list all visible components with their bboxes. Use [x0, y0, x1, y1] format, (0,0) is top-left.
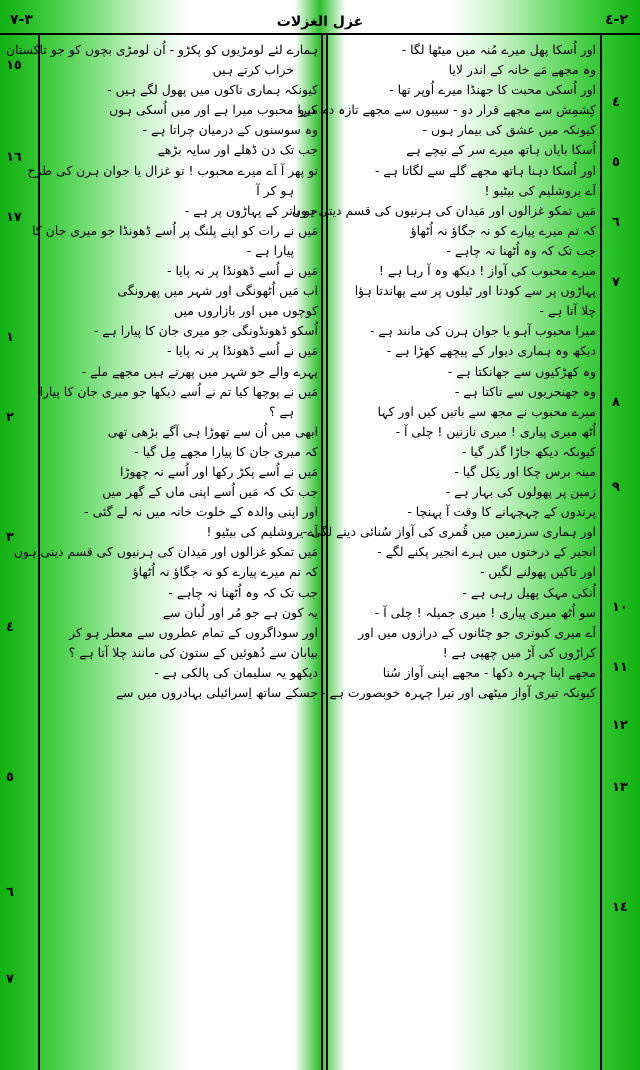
verse-number: ١٧	[6, 210, 22, 225]
verse-line: اور اپنی والدہ کے خلوت خانہ میں نہ لے گئی -	[84, 504, 318, 520]
verse-line: چلا آتا ہے -	[539, 303, 596, 319]
verse-line: وہ جھنجریوں سے تاکتا ہے -	[454, 383, 596, 399]
verse-line: مَیں نے اُسے پکڑ رکھا اور اُسے نہ چھوڑا	[119, 463, 318, 479]
verse-line: اور ہماری سرزمین میں قُمری کی آواز سُنائی دینے لگی -	[302, 524, 596, 540]
verse-line: مجھے اپنا چہرہ دکھا - مجھے اپنی آواز سُنا	[382, 664, 596, 680]
verse-line: پرندوں کے چہچہانے کا وقت آ پہنچا -	[407, 504, 596, 520]
verse-line: ابھی میں اُن سے تھوڑا ہی آگے بڑھی تھی	[107, 423, 318, 439]
verse-line: بیابان سے دُھوئیں کے ستون کی مانند چلا آتا ہے ؟	[68, 644, 318, 660]
verse-line: مینہ برس چکا اور نِکل گیا -	[454, 463, 596, 479]
verse-line: پہرے والے جو شہر میں پھرتے ہیں مجھے ملے -	[81, 363, 318, 379]
verse-number: ٧	[612, 275, 620, 290]
verse-line: اور اُسکا پھل میرے مُنہ میں میٹھا لگا -	[401, 42, 596, 57]
verse-number: ٩	[612, 480, 620, 495]
verse-number: ٥	[612, 155, 620, 170]
verse-number: ٥	[6, 770, 14, 785]
verse-line: میرے محبوب نے مجھ سے باتیں کیں اور کہا	[377, 403, 596, 419]
verse-line: اَے یروشلیم کی بیٹیو !	[206, 524, 318, 540]
page-header	[0, 0, 640, 34]
verse-number: ٣	[6, 530, 14, 545]
verse-line: کہ میری جان کا پیارا مجھے مِل گیا -	[134, 443, 318, 459]
verse-number: ٢	[6, 410, 14, 425]
center-rule-left	[321, 33, 323, 1070]
verse-line: جب تک دن ڈھلے اور سایہ بڑھے	[157, 142, 318, 158]
verse-line: اَے یروشلیم کی بیٹیو !	[484, 182, 596, 198]
verse-line: میرا محبوب میرا ہے اور میں اُسکی ہوں	[109, 102, 318, 118]
verse-number: ١٣	[612, 780, 628, 795]
verse-number: ١	[6, 330, 14, 345]
verse-line: تو پھر آ اَے میرے محبوب ! تو غزال یا جوان ہرن کی طرح	[27, 162, 318, 178]
verse-number: ١٠	[612, 600, 628, 615]
header-rule	[0, 33, 640, 35]
right-margin-rule	[600, 33, 602, 1070]
verse-line: جو باتر کے پہاڑوں پر ہے -	[184, 202, 318, 218]
verse-number: ٨	[612, 395, 620, 410]
verse-line: خراب کرتے ہیں	[212, 62, 294, 78]
verse-line: یہ کون ہے جو مُر اور لُبان سے	[162, 604, 318, 620]
verse-line: دیکھو یہ سلیمان کی پالکی ہے -	[154, 664, 318, 680]
verse-line: زمین پر پھولوں کی بہار ہے -	[445, 484, 596, 500]
verse-line: سو اُٹھ میری پیاری ! میری جمیلہ ! چلی آ -	[374, 604, 596, 620]
verse-number: ١٦	[6, 150, 22, 165]
verse-number: ١٤	[612, 900, 628, 915]
verse-line: کوچوں میں اور بازاروں میں	[174, 303, 318, 319]
verse-line: مَیں نے پوچھا کیا تم نے اُسے دیکھا جو میری جان کا پیارا	[39, 383, 318, 399]
verse-line: کیونکہ میں عشق کی بیمار ہوں -	[422, 122, 596, 138]
verse-line: اب مَیں اُٹھونگی اور شہر میں پھرونگی	[117, 283, 318, 299]
verse-line: جسکے ساتھ اِسرائیلی بہادروں میں سے	[115, 685, 318, 700]
verse-line: اُنکی مہک پھیل رہی ہے -	[462, 584, 596, 600]
verse-line: کیونکہ ہماری تاکوں میں پھول لگے ہیں -	[107, 82, 318, 98]
verse-line: وہ کھڑکیوں سے جھانکتا ہے -	[447, 363, 596, 379]
verse-line: میرے محبوب کی آواز ! دیکھ وہ آ رہا ہے !	[378, 263, 596, 279]
verse-line: وہ مجھے مَے خانہ کے اندر لایا	[448, 62, 596, 78]
verse-line: ہو کر آ	[256, 182, 294, 198]
verse-line: میرا محبوب آہو یا جوان ہرن کی مانند ہے -	[370, 323, 596, 339]
verse-line: کہ تم میرے پیارے کو نہ جگاؤ نہ اُٹھاؤ	[132, 564, 318, 580]
verse-line: مَیں نے اُسے ڈھونڈا پر نہ پایا -	[167, 263, 318, 279]
verse-line: جب تک کہ وہ اُٹھنا نہ چاہے -	[168, 584, 318, 600]
verse-line: کہ تم میرے پیارے کو نہ جگاؤ نہ اُٹھاؤ	[410, 222, 596, 238]
verse-line: اور تاکیں پھولنے لگیں -	[479, 564, 596, 580]
page-title: غزل الغزلات	[276, 14, 364, 30]
verse-number: ٧	[6, 972, 14, 987]
verse-line: اور اُسکی محبت کا جھنڈا میرے اُوپر تھا -	[389, 82, 596, 98]
verse-line: جب تک کہ مَیں اُسے اپنی ماں کے گھر میں	[102, 484, 318, 500]
verse-number: ٤	[612, 95, 620, 110]
verse-line: جب تک کہ وہ اُٹھنا نہ چاہے -	[446, 242, 596, 258]
verse-line: مَیں نے رات کو اپنے پلنگ پر اُسے ڈھونڈا جو میری جان کا	[32, 222, 318, 238]
verse-line: اُسکا بایاں ہاتھ میرے سر کے نیچے ہے	[406, 142, 596, 158]
verse-line: مَیں تمکو غزالوں اور مَیدان کی ہرنیوں کی قسم دیتی ہوں	[291, 202, 596, 218]
verse-line: کِشمِش سے مجھے قرار دو - سیبوں سے مجھے تازہ دم کرو	[298, 102, 596, 118]
verse-line: دیکھ وہ ہماری دیوار کے پیچھے کھڑا ہے -	[386, 343, 596, 359]
verse-line: مَیں تمکو غزالوں اور مَیدان کی ہرنیوں کی قسم دیتی ہوں	[13, 544, 318, 560]
center-rule-right	[326, 33, 328, 1070]
verse-number: ٤	[6, 620, 14, 635]
right-text-column	[291, 40, 596, 703]
verse-line: کیونکہ تیری آواز میٹھی اور تیرا چہرہ خوبصورت ہے -	[321, 685, 596, 700]
verse-number: ١٥	[6, 58, 22, 73]
verse-line: ہمارے لئے لومڑیوں کو پکڑو - اُن لومڑی بچوں کو جو تاکستان	[5, 42, 318, 57]
verse-line: انجیر کے درختوں میں ہرے انجیر پکنے لگے -	[377, 544, 596, 560]
verse-line: پہاڑوں پر سے کودتا اور ٹیلوں پر سے پھاندتا ہؤا	[354, 283, 596, 299]
verse-line: اور اُسکا دہنا ہاتھ مجھے گلے سے لگاتا ہے -	[374, 162, 596, 178]
chapter-verse-right: ٢-٤	[605, 12, 628, 28]
verse-line: کیونکہ دیکھ جاڑا گذر گیا -	[461, 443, 596, 459]
verse-number: ١١	[612, 660, 628, 675]
verse-line: اُسکو ڈھونڈونگی جو میری جان کا پیارا ہے -	[93, 323, 318, 339]
verse-number: ١٢	[612, 718, 628, 733]
verse-line: اَے میری کبوتری جو چٹانوں کے درازوں میں اور	[358, 624, 596, 640]
verse-line: مَیں نے اُسے ڈھونڈا پر نہ پایا -	[167, 343, 318, 359]
verse-line: اور سوداگروں کے تمام عطروں سے معطر ہو کر	[69, 624, 318, 640]
verse-line: کراڑوں کی آڑ میں چھپی ہے !	[442, 644, 596, 660]
verse-line: اُٹھ میری پیاری ! میری نازنین ! چلی آ -	[395, 423, 596, 439]
verse-line: پیارا ہے -	[246, 242, 294, 258]
verse-line: ہے ؟	[268, 403, 294, 419]
verse-line: وہ سوسنوں کے درمیان چراتا ہے -	[142, 122, 318, 138]
verse-number: ٦	[6, 885, 14, 900]
chapter-verse-left: ٣-٧	[10, 12, 33, 28]
verse-number: ٦	[612, 215, 620, 230]
